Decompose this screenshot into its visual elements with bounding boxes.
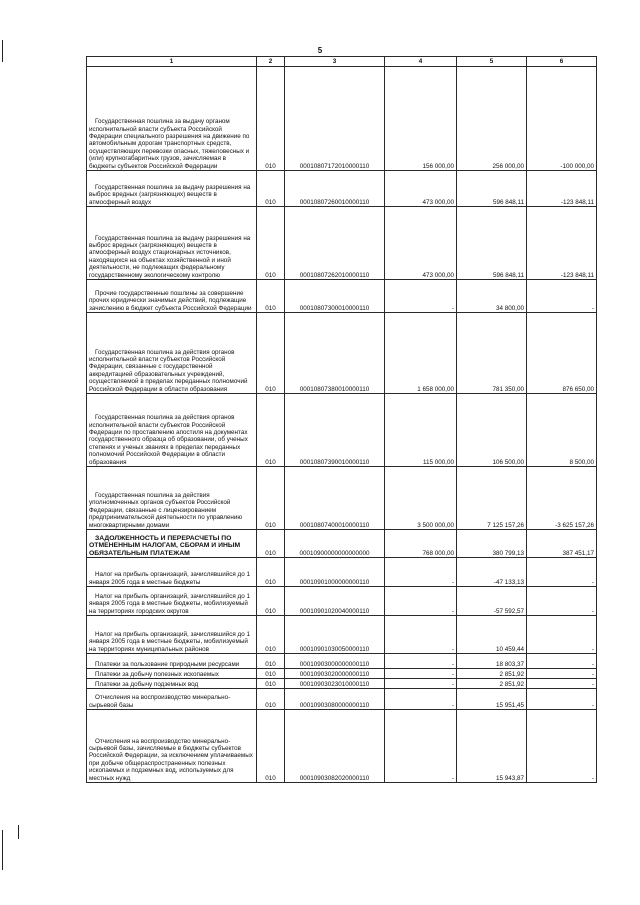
row-name: Налог на прибыль организаций, зачислявшийся до 1 января 2005 года в местные бюджеты, мобилизуемый на территориях городских округов	[87, 587, 257, 616]
row-unexecuted: 876 650,00	[527, 313, 597, 394]
row-line-code: 010	[257, 616, 285, 654]
header-col-4: 4	[385, 57, 457, 67]
header-col-1: 1	[87, 57, 257, 67]
row-line-code: 010	[257, 679, 285, 689]
row-approved: -	[385, 616, 457, 654]
table-row	[87, 616, 597, 654]
row-budget-code: 00010903020000000110	[285, 669, 385, 679]
row-unexecuted: -	[527, 669, 597, 679]
row-budget-code: 00010807300010000110	[285, 280, 385, 313]
row-name: Государственная пошлина за выдачу разрешения на выброс вредных (загрязняющих) веществ в атмосферный воздух	[87, 171, 257, 207]
row-approved: -	[385, 280, 457, 313]
row-unexecuted: -	[527, 679, 597, 689]
table-row	[87, 207, 597, 280]
row-budget-code: 00010807260010000110	[285, 171, 385, 207]
header-col-3: 3	[285, 57, 385, 67]
row-executed: 2 851,92	[457, 679, 527, 689]
row-approved: 1 658 000,00	[385, 313, 457, 394]
table-row	[87, 530, 597, 558]
table-row	[87, 67, 597, 171]
row-name: Отчисления на воспроизводство минерально-сырьевой базы	[87, 689, 257, 710]
row-unexecuted: -	[527, 558, 597, 587]
row-executed: -57 592,57	[457, 587, 527, 616]
row-name: Платежи за добычу подземных вод	[87, 679, 257, 689]
row-approved: 473 000,00	[385, 171, 457, 207]
row-approved: -	[385, 654, 457, 669]
row-line-code: 010	[257, 394, 285, 467]
row-budget-code: 00010807262010000110	[285, 207, 385, 280]
row-name: Отчисления на воспроизводство минерально-сырьевой базы, зачисляемые в бюджеты субъектов Российской Федерации, за исключением уплачиваемых при добыче общераспространенных полезных ископаемых и подземных вод, используемых для местных нужд	[87, 710, 257, 783]
header-col-2: 2	[257, 57, 285, 67]
row-name: Налог на прибыль организаций, зачислявшийся до 1 января 2005 года в местные бюджеты, мобилизуемый на территориях муниципальных районов	[87, 616, 257, 654]
table-row	[87, 669, 597, 679]
table-row	[87, 280, 597, 313]
row-executed: -47 133,13	[457, 558, 527, 587]
row-executed: 15 943,87	[457, 710, 527, 783]
row-name: Государственная пошлина за выдачу разрешения на выброс вредных (загрязняющих) веществ в атмосферный воздух стационарных источников, находящихся на объектах хозяйственной и иной деятельности, не подлежащих федеральному государственному экологическому контролю	[87, 207, 257, 280]
row-budget-code: 00010901000000000110	[285, 558, 385, 587]
row-name: Государственная пошлина за выдачу органом исполнительной власти субъекта Российской Федерации специального разрешения на движение по автомобильным дорогам транспортных средств, осуществляющих перевозки опасных, тяжеловесных и (или) крупногабаритных грузов, зачисляемая в бюджеты субъектов Российской Федерации	[87, 67, 257, 171]
table-row	[87, 558, 597, 587]
row-executed: 18 803,37	[457, 654, 527, 669]
header-col-6: 6	[527, 57, 597, 67]
table-row	[87, 394, 597, 467]
row-budget-code: 00010903000000000110	[285, 654, 385, 669]
row-approved: 768 000,00	[385, 530, 457, 558]
row-budget-code: 00010901020040000110	[285, 587, 385, 616]
row-line-code: 010	[257, 171, 285, 207]
row-approved: -	[385, 710, 457, 783]
row-unexecuted: -	[527, 616, 597, 654]
row-approved: 156 000,00	[385, 67, 457, 171]
row-unexecuted: 8 500,00	[527, 394, 597, 467]
row-executed: 380 799,13	[457, 530, 527, 558]
row-budget-code: 00010901030050000110	[285, 616, 385, 654]
row-executed: 596 848,11	[457, 171, 527, 207]
row-name: Платежи за добычу полезных ископаемых	[87, 669, 257, 679]
row-line-code: 010	[257, 67, 285, 171]
row-approved: 3 500 000,00	[385, 467, 457, 530]
row-executed: 596 848,11	[457, 207, 527, 280]
row-line-code: 010	[257, 654, 285, 669]
scan-edge-mark	[18, 825, 19, 839]
row-unexecuted: -123 848,11	[527, 207, 597, 280]
row-line-code: 010	[257, 689, 285, 710]
row-budget-code: 00010903082020000110	[285, 710, 385, 783]
table-row	[87, 654, 597, 669]
row-name: Прочие государственные пошлины за совершение прочих юридически значимых действий, подлежащие зачислению в бюджет субъекта Российской Федерации	[87, 280, 257, 313]
row-budget-code: 00010807400010000110	[285, 467, 385, 530]
row-line-code: 010	[257, 467, 285, 530]
row-budget-code: 00010903023010000110	[285, 679, 385, 689]
row-name: Налог на прибыль организаций, зачислявшийся до 1 января 2005 года в местные бюджеты	[87, 558, 257, 587]
row-name: Государственная пошлина за действия органов исполнительной власти субъектов Российской Федерации по проставлению апостиля на документах государственного образца об образовании, об ученых степенях и ученых званиях в пределах переданных полномочий Российской Федерации в области образования	[87, 394, 257, 467]
row-approved: 115 000,00	[385, 394, 457, 467]
row-budget-code: 00010807380010000110	[285, 313, 385, 394]
row-approved: -	[385, 587, 457, 616]
row-budget-code: 00010807390010000110	[285, 394, 385, 467]
row-unexecuted: -	[527, 654, 597, 669]
table-row	[87, 689, 597, 710]
row-budget-code: 00010900000000000000	[285, 530, 385, 558]
row-unexecuted: -123 848,11	[527, 171, 597, 207]
row-executed: 2 851,92	[457, 669, 527, 679]
table-row	[87, 467, 597, 530]
row-unexecuted: -	[527, 280, 597, 313]
scan-edge-mark	[2, 40, 3, 62]
row-unexecuted: 387 451,17	[527, 530, 597, 558]
row-unexecuted: -	[527, 689, 597, 710]
row-approved: -	[385, 679, 457, 689]
row-line-code: 010	[257, 280, 285, 313]
row-executed: 256 000,00	[457, 67, 527, 171]
row-unexecuted: -	[527, 587, 597, 616]
row-approved: -	[385, 689, 457, 710]
row-approved: -	[385, 669, 457, 679]
row-unexecuted: -100 000,00	[527, 67, 597, 171]
row-budget-code: 00010807172010000110	[285, 67, 385, 171]
table-header-row	[87, 57, 597, 67]
row-executed: 15 951,45	[457, 689, 527, 710]
row-line-code: 010	[257, 669, 285, 679]
scan-edge-mark	[2, 830, 3, 870]
row-line-code: 010	[257, 587, 285, 616]
row-executed: 781 350,00	[457, 313, 527, 394]
table-row	[87, 171, 597, 207]
table-body	[87, 67, 597, 783]
row-approved: 473 000,00	[385, 207, 457, 280]
row-approved: -	[385, 558, 457, 587]
row-line-code: 010	[257, 530, 285, 558]
row-executed: 34 800,00	[457, 280, 527, 313]
row-name: Государственная пошлина за действия органов исполнительной власти субъектов Российской Федерации, связанные с государственной аккредитацией образовательных учреждений, осуществляемой в пределах переданных полномочий Российской Федерации в области образования	[87, 313, 257, 394]
row-name: Государственная пошлина за действия уполномоченных органов субъектов Российской Федерации, связанные с лицензированием предпринимательской деятельности по управлению многоквартирными домами	[87, 467, 257, 530]
row-budget-code: 00010903080000000110	[285, 689, 385, 710]
table-row	[87, 587, 597, 616]
row-name: ЗАДОЛЖЕННОСТЬ И ПЕРЕРАСЧЕТЫ ПО ОТМЕНЕННЫМ НАЛОГАМ, СБОРАМ И ИНЫМ ОБЯЗАТЕЛЬНЫМ ПЛАТЕЖАМ	[87, 530, 257, 558]
page-number: 5	[317, 46, 323, 55]
row-line-code: 010	[257, 313, 285, 394]
row-executed: 106 500,00	[457, 394, 527, 467]
row-line-code: 010	[257, 558, 285, 587]
header-col-5: 5	[457, 57, 527, 67]
table-row	[87, 313, 597, 394]
row-unexecuted: -	[527, 710, 597, 783]
budget-revenue-table	[86, 56, 597, 783]
row-executed: 10 459,44	[457, 616, 527, 654]
row-unexecuted: -3 625 157,26	[527, 467, 597, 530]
row-line-code: 010	[257, 207, 285, 280]
row-line-code: 010	[257, 710, 285, 783]
row-name: Платежи за пользование природными ресурсами	[87, 654, 257, 669]
table-row	[87, 679, 597, 689]
row-executed: 7 125 157,26	[457, 467, 527, 530]
table-row	[87, 710, 597, 783]
